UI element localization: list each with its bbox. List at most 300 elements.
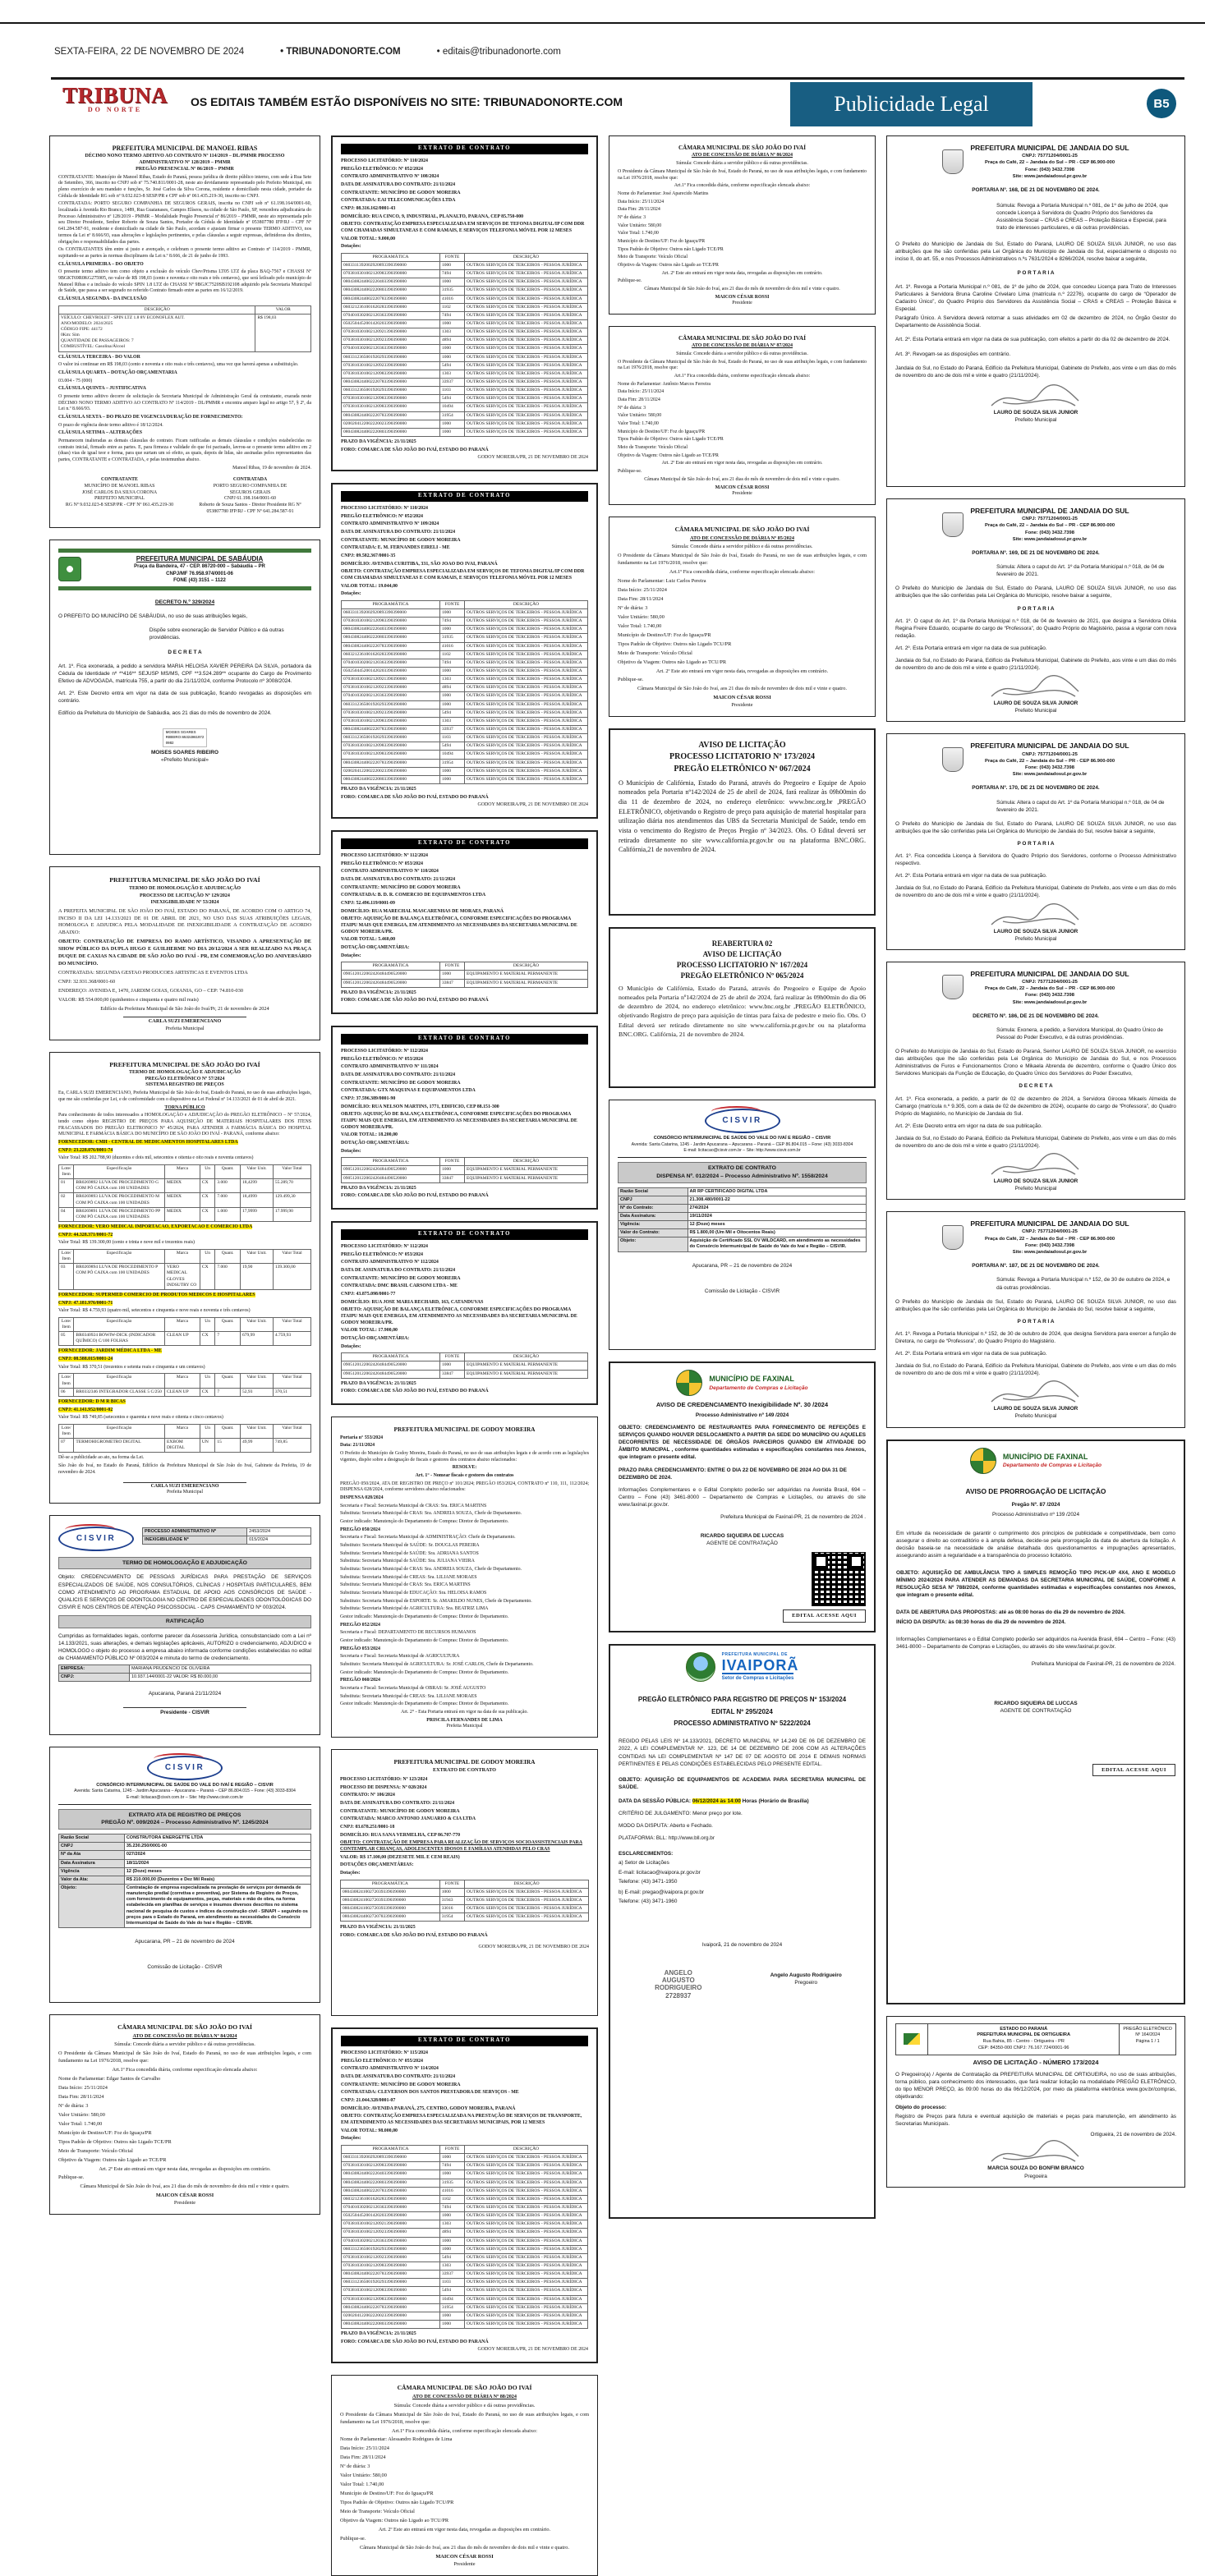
table-cell: 0704010302002120363390390000	[342, 2204, 440, 2212]
logo-cisvirFull	[58, 1782, 311, 1805]
table-cell: 7.000	[215, 1264, 241, 1290]
table-cell: OUTROS SERVIÇOS DE TERCEIROS - PESSOA JURÍDICA	[465, 609, 588, 618]
info-label: PROCESSO ADMINISTRATIVO Nº	[143, 1527, 247, 1536]
table-header-cell: Especificação	[74, 1424, 165, 1438]
text-line: a) Setor de Licitações	[619, 1860, 669, 1867]
table-cell: 52,93	[241, 1388, 274, 1396]
field-line: Portaria n° 553/2024	[340, 1435, 384, 1440]
table-row	[59, 1439, 311, 1453]
table-row	[342, 2179, 588, 2187]
notice-camara-diaria-88	[331, 2375, 598, 2575]
text-line: CONTRATADA: SEGUNDA GESTAO PRODUCOES ARTISTICAS E EVENTOS LTDA	[58, 970, 248, 976]
field-line: DATA DE ASSINATURA DO CONTRATO: 21/11/2024	[341, 529, 456, 535]
text-line: São João do Ivaí, no Estado do Paraná, Edifício da Prefeitura Municipal de São João do Ivaí, Gabinete da Prefeita, 19 de novembro de 2024.	[58, 1463, 311, 1475]
table-cell: 5494	[440, 361, 465, 370]
table-cell: 31954	[440, 759, 465, 767]
table-row	[59, 1388, 311, 1396]
notice-subtitle: DECRETO N.º 329/2024	[154, 599, 215, 605]
table-row	[342, 328, 588, 337]
table-cell: 0703810301002120921390390000	[342, 2220, 440, 2229]
table-cell: OUTROS SERVIÇOS DE TERCEIROS - PESSOA JURÍDICA	[465, 2229, 588, 2237]
info-label: Data Assinatura	[59, 1859, 125, 1867]
table-row	[342, 2245, 588, 2253]
table-row	[59, 1264, 311, 1290]
info-label: EMPRESA:	[59, 1665, 130, 1673]
table-row	[342, 428, 588, 436]
table-row	[342, 2303, 588, 2312]
table-row	[342, 676, 588, 684]
notice-title: PREFEITURA MUNICIPAL DE GODOY MOREIRA	[393, 1426, 536, 1433]
table-row	[59, 1179, 311, 1193]
text-line: Art. 2° - Esta Portaria entrará em vigor na data de sua publicação.	[401, 1710, 528, 1715]
signature-block	[895, 903, 1176, 943]
table-cell: 0804308244002220783390390000	[342, 759, 440, 767]
field-line: ESCLARECIMENTOS:	[619, 1851, 674, 1857]
table-cell: CX	[200, 1332, 214, 1346]
field-line: PRAZO PARA CREDENCIAMENTO: ENTRE O DIA 22 DE NOVEMBRO DE 2024 AO DIA 31 DE DEZEMBRO DE 2024.	[619, 1467, 847, 1481]
notice-ivaipora-pregao-153	[609, 1644, 876, 2219]
table-header-cell: FONTE	[440, 962, 465, 971]
table-header-cell: PROGRAMÁTICA	[342, 1158, 440, 1166]
text-line: O Prefeito do Município de Jandaia do Sul, Estado do Paraná, LAURO DE SOUZA SILVA JUNIOR, no uso das atribuições que lhe são conferidas pela Lei Orgânica do Município de Jandaia do Sul, resolve baixar a seguinte,	[895, 820, 1176, 834]
table-cell: 0703810301002120983390390000	[342, 2295, 440, 2303]
notice-cisvir-extrato-dispensa	[609, 1100, 876, 1350]
field-line: CONTRATADA: CLEVERSON DOS SANTOS PRESTADORA DE SERVIÇOS - ME	[341, 2090, 519, 2096]
table-cell: OUTROS SERVIÇOS DE TERCEIROS - PESSOA JURÍDICA	[465, 618, 588, 626]
table-header-cell: Quant.	[215, 1317, 241, 1331]
signatory-name: LAURO DE SOUZA SILVA JUNIOR	[993, 409, 1079, 416]
table-cell: 0703810301002120983390390000	[342, 370, 440, 378]
table-cell: CX	[200, 1193, 214, 1207]
table-cell: 0603312365001920293390390000	[342, 2279, 440, 2287]
field-line: FORO: COMARCA DE SÃO JOÃO DO IVAÍ, ESTADO DO PARANÁ	[341, 2339, 489, 2344]
info-row	[619, 1204, 867, 1212]
field-line: CNPJ: 03.678.251/0001-18	[340, 1824, 395, 1830]
table-cell: OUTROS SERVIÇOS DE TERCEIROS - PESSOA JURÍDICA	[465, 2253, 588, 2261]
field-line: CONTRATANTE: MUNICÍPIO DE GODOY MOREIRA	[341, 1275, 461, 1281]
city-crest-icon	[942, 1225, 964, 1250]
highlight-mark: CNPJ: 23.228.076/0001-74	[58, 1147, 113, 1153]
table-cell: OUTROS SERVIÇOS DE TERCEIROS - PESSOA JURÍDICA	[464, 1905, 588, 1913]
text-line: Valor Unitário: 580,00	[618, 223, 662, 228]
info-value: 35.230.250/0001-00	[124, 1843, 310, 1851]
table-cell: 0603212361001620283390390000	[342, 2195, 440, 2203]
table-cell: MEDIX	[164, 1193, 200, 1207]
org-address-line: Fone: (043) 3432.7398	[1025, 530, 1074, 535]
table-cell: 139.300,00	[273, 1264, 310, 1290]
text-line: CRITÉRIO DE JULGAMENTO: Menor preço por lote.	[619, 1811, 743, 1817]
text-line: Registro de Preços para futura e eventual aquisição de materiais e peças para manutenção, em atendimento às Secretarias Municipais.	[895, 2114, 1176, 2128]
text-line: Nome do Parlamentar: Luiz Carlos Pereira	[618, 578, 706, 585]
header-meta-line: PREGÃO ELETRÔNICO	[1123, 2026, 1172, 2032]
text-line: Dispõe sobre exoneração de Servidor Público e dá outras providências.	[149, 627, 284, 641]
table-cell: 1000	[440, 767, 465, 775]
text-line: Valor Total: 1.740,00	[340, 2482, 384, 2488]
text-line: Substituta: Secretaria Municipal de CREAS: Sra. LILIANE MORAES	[340, 1574, 477, 1580]
table-cell: OUTROS SERVIÇOS DE TERCEIROS - PESSOA JURÍDICA	[465, 684, 588, 692]
logo-jandaia	[895, 506, 1176, 543]
info-label: Razão Social	[619, 1187, 688, 1196]
table-row	[342, 2170, 588, 2179]
table-row	[342, 361, 588, 370]
text-line: Manoel Ribas, 19 de novembro de 2024.	[232, 465, 311, 471]
table-header-cell: Valor Total	[273, 1317, 310, 1331]
table-cell: 5494	[440, 742, 465, 751]
text-line: Jandaia do Sul, no Estado do Paraná, Edifício da Prefeitura Municipal, Gabinete do Prefeito, aos vinte e um dias do mês de novembro do ano de dois mil e vinte e quatro (21/11/2024).	[895, 1135, 1176, 1149]
notice-subtitle: EDITAL Nº 295/2024	[711, 1707, 773, 1715]
notice-subtitle: PROCESSO LICITATORIO Nº 173/2024	[669, 752, 815, 762]
notice-camara-diaria-86	[609, 135, 876, 315]
text-line: Substituta: Secretaria Municipal de CRAS: Sra. ANDREIA SOUZA, Chefe de Departamento.	[340, 1567, 522, 1573]
table-cell: OUTROS SERVIÇOS DE TERCEIROS - PESSOA JURÍDICA	[465, 361, 588, 370]
text-line: RESOLVE:	[452, 1465, 477, 1471]
text-line: Súmula: Revoga a Portaria Municipal n.º 081, de 1º de julho de 2024, que concede Licença à Servidora do Quadro Próprio dos Servidores da Assistência Social – CRAS e CREAS – Proteção Básica e Especial, para trato de interesses particulares, e dá outras providências.	[996, 203, 1169, 232]
field-line: DOTAÇÕES ORÇAMENTÁRIAS:	[340, 1862, 414, 1868]
signatory-name: PRISCILA FERNANDES DE LIMA	[426, 1717, 503, 1723]
faxinal-logo-icon	[676, 1370, 702, 1396]
info-label: Data Assinatura:	[619, 1212, 688, 1220]
text-line: Art. 2º Este ato entrará em vigor nesta data, revogadas as disposições em contrário.	[661, 461, 823, 466]
logo-jandaia	[895, 143, 1176, 180]
field-line: Data: 21/11/2024	[340, 1443, 375, 1449]
table-cell: 7	[215, 1332, 241, 1346]
table-cell: 5494	[440, 395, 465, 403]
table-header-cell: Lote/ Item	[59, 1250, 74, 1264]
text-line: Meio de Transporte: Veículo Oficial	[618, 650, 692, 656]
spacer	[619, 1907, 866, 1940]
table-cell: 1303	[440, 717, 465, 725]
table-cell: 1000	[440, 626, 465, 634]
table-cell: OUTROS SERVIÇOS DE TERCEIROS - PESSOA JURÍDICA	[465, 634, 588, 642]
table-row	[342, 700, 588, 709]
table-row	[342, 1370, 588, 1378]
text-line: Valor Unitário: 580,00	[618, 413, 662, 419]
table-cell: OUTROS SERVIÇOS DE TERCEIROS - PESSOA JURÍDICA	[465, 262, 588, 270]
text-line: Art. 2º. Este Decreto entra em vigor na data de sua publicação.	[895, 1123, 1042, 1129]
table-row	[342, 2204, 588, 2212]
notice-title: CÂMARA MUNICIPAL DE SÃO JOÃO DO IVAÍ	[678, 334, 807, 342]
field-line: PROCESSO LICITATÓRIO: Nº 115/2024	[341, 2050, 428, 2055]
table-cell: 0703810301002120923390390000	[342, 361, 440, 370]
notice-sjivai-pregao-57	[49, 1052, 320, 1504]
org-address-line: CNPJ: 75771204/0001-25	[1022, 1229, 1078, 1235]
table-row	[342, 668, 588, 676]
section-header-bar: RATIFICAÇÃO	[58, 1615, 311, 1628]
table-row	[341, 1896, 589, 1904]
table-header-cell: FONTE	[440, 253, 465, 261]
table-row	[342, 717, 588, 725]
text-line: Art. 1º. Fica concedida Licença à Servidora do Quadro Próprio dos Servidores, conforme o Processo Administrativo respectivo.	[895, 853, 1176, 867]
text-line: D E C R E T A	[1019, 1083, 1053, 1090]
text-line: O Prefeito do Município de Jandaia do Sul, Estado do Paraná, LAURO DE SOUZA SILVA JUNIOR, no uso das atribuições que lhe são conferidas pela Lei Orgânica do Município de Jandaia do Sul, resolve baixar a seguinte,	[895, 1298, 1176, 1312]
table-row	[342, 971, 588, 979]
field-line: CONTRATANTE: MUNICÍPIO DE GODOY MOREIRA	[341, 537, 461, 543]
table-cell: MEDIX	[164, 1179, 200, 1193]
table-header-cell: Valor Total	[273, 1164, 310, 1178]
signature-rule	[123, 1707, 246, 1708]
table-header-cell: Marca	[164, 1250, 200, 1264]
highlighted-line	[58, 1233, 311, 1239]
data-table	[341, 253, 588, 437]
field-line: CNPJ: 21.044.328/0001-07	[341, 2098, 396, 2104]
table-cell: VERO MEDICAL GLOVES INDSUTRY CO	[164, 1264, 200, 1290]
field-line: FORO: COMARCA DE SÃO JOÃO DO IVAÍ, ESTADO DO PARANÁ	[341, 794, 489, 800]
table-cell: 1000	[440, 700, 465, 709]
table-cell: 01	[59, 1179, 74, 1193]
info-table	[142, 1527, 311, 1545]
data-table	[341, 1352, 588, 1378]
org-address-line: Praça do Café, 22 – Jandaia do Sul – PR - CEP 86.900-000	[984, 758, 1115, 764]
table-header-cell: Valor Unit.	[241, 1250, 274, 1264]
table-header-cell: PROGRAMÁTICA	[342, 600, 440, 608]
text-line: PORTARIA Nº. 187, DE 21 DE NOVEMBRO DE 2024.	[972, 1263, 1100, 1270]
notice-subtitle: PROCESSO ADMINISTRATIVO Nº 5222/2024	[674, 1720, 811, 1728]
table-cell: 1000	[440, 692, 465, 700]
signatory-name: LAURO DE SOUZA SILVA JUNIOR	[993, 928, 1079, 934]
text-line: O Presidente da Câmara Municipal de São João do Ivaí, Estado do Paraná, no uso de suas atribuições legais, e com fundamento na Lei 1976/2018, resolve que:	[340, 2411, 589, 2425]
field-line: DATA DE ASSINATURA DO CONTRATO: 21/11/2024	[341, 181, 456, 187]
notice-title: PREFEITURA MUNICIPAL DE SÃO JOÃO DO IVAÍ	[109, 876, 260, 884]
table-cell: BR0332346 INTEGRADOR CLASSE 5 C/250	[74, 1388, 165, 1396]
field-line: CONTRATANTE: MUNICÍPIO DE GODOY MOREIRA	[340, 1808, 460, 1814]
field-line: DOMICÍLIO: RUA MARECHAL MASCARENHAS DE MORAES, PARANÁ	[341, 908, 504, 914]
table-cell: 1000	[440, 2321, 465, 2329]
org-address-line: Avenida: Santa Catarina, 1245 - Jardim Apucarana – Apucarana – Paraná – CEP 86.804.015 – Fone: (43) 3033-8304	[631, 1141, 853, 1147]
text-line: Edifício da Prefeitura Municipal de São João do Ivaí/Pr, 21 de novembro de 2024	[100, 1005, 269, 1012]
notice-title: CÂMARA MUNICIPAL DE SÃO JOÃO DO IVAÍ	[117, 2023, 252, 2031]
signature-stamp: MOISES SOARES RIBEIRO:65324961972 0982	[163, 728, 208, 747]
signature-block	[618, 295, 867, 307]
text-line: Data Fim: 28/11/2024	[618, 207, 660, 213]
table-cell: 0804308244002220403390390000	[342, 2170, 440, 2179]
text-line: Nº de diária: 3	[340, 2464, 370, 2470]
info-row	[59, 1665, 311, 1673]
signatory-role: AGENTE DE CONTRATAÇÃO	[1000, 1707, 1072, 1714]
text-line: Secretaria e Fiscal: Secretaria Municipal de CRAS: Sra. ERICA MARTINS	[340, 1503, 487, 1508]
field-line: PREGÃO ELETRÔNICO: Nº 052/2024	[341, 513, 423, 519]
table-cell: OUTROS SERVIÇOS DE TERCEIROS - PESSOA JURÍDICA	[464, 1913, 588, 1922]
field-line: CNPJ: 43.875.098/0001-77	[341, 1291, 396, 1297]
field-line: PRAZO DA VIGÊNCIA: 21/11/2025	[341, 2331, 416, 2337]
field-line: DATA DE ABERTURA DAS PROPOSTAS: até as 08:00 horas do dia 29 de novembro de 2024.	[896, 1609, 1125, 1616]
table-header-cell: Quant.	[215, 1164, 241, 1178]
table-cell: OUTROS SERVIÇOS DE TERCEIROS - PESSOA JURÍDICA	[465, 650, 588, 659]
table-cell: 1000	[440, 2245, 465, 2253]
field-line: Dotações:	[341, 1148, 361, 1154]
table-cell: 17.999,90	[273, 1207, 310, 1221]
text-line: b) E-mail: pregao@ivaipora.pr.gov.br	[619, 1889, 705, 1895]
text-line: Publique-se.	[618, 278, 642, 284]
signatory-role: Prefeito Municipal	[1014, 416, 1057, 423]
text-line: P O R T A R I A	[1017, 269, 1055, 276]
field-line: PREGÃO ELETRÔNICO: Nº 053/2024	[341, 861, 423, 866]
table-cell: OUTROS SERVIÇOS DE TERCEIROS - PESSOA JURÍDICA	[464, 1896, 588, 1904]
text-line: Prefeitura Municipal de Faxinal-PR, 21 de novembro de 2024 .	[720, 1514, 866, 1521]
table-cell: 0703810301002120923390390000	[342, 709, 440, 717]
table-cell: 33937	[440, 726, 465, 734]
text-line: Data Início: 25/11/2024	[618, 587, 667, 594]
text-line: VALOR: R$ 554.000,00 (quinhentos e cinquenta e quatro mil reais)	[58, 996, 199, 1003]
field-line: VALOR TOTAL: 17.900,00	[341, 1328, 398, 1334]
table-cell: 7494	[440, 659, 465, 667]
text-line: Art. 1º. Fica exonerada, a pedido, a partir de 02 de dezembro de 2024, a Servidora Girocea Mikaels Almeida de Camargo (matrícula n.º 9.305, com a data de 02 de dezembro de 2024), ocupante do cargo de “Professora”, do Quadro Próprio do Magistério, no Município de Jandaia do Sul.	[895, 1095, 1176, 1117]
table-cell: 1000	[440, 2237, 465, 2245]
table-row	[342, 2312, 588, 2320]
table-cell: 0703810301002120921390390000	[342, 676, 440, 684]
table-row	[342, 751, 588, 759]
text-line: Município de Destino/UF: Foz do Iguaçu/PR	[58, 2129, 152, 2136]
table-cell: OUTROS SERVIÇOS DE TERCEIROS - PESSOA JURÍDICA	[465, 2237, 588, 2245]
table-row	[59, 314, 311, 351]
table-cell: 31943	[439, 1896, 464, 1904]
table-cell: 04	[59, 1207, 74, 1221]
field-line: PREGÃO 053/2024	[340, 1646, 380, 1651]
notice-title: PREFEITURA MUNICIPAL DE MANOEL RIBAS	[112, 145, 258, 152]
table-cell: 0603312365001920293390390000	[342, 734, 440, 742]
text-line: D E C R E T A	[168, 649, 202, 655]
text-line: Parágrafo Único. A Servidora deverá retornar a suas atividades em 02 de dezembro de 2024, no Órgão Gestor do Departamento de Assistência Social.	[895, 315, 1176, 329]
table-cell: OUTROS SERVIÇOS DE TERCEIROS - PESSOA JURÍDICA	[465, 337, 588, 345]
field-line: CONTRATADA: EAI TELECOMUNICAÇÕES LTDA	[341, 198, 456, 204]
logo-sabaudia	[58, 549, 311, 590]
info-value: Aquisição de Certificado SSL OV WILDCARD, em atendimento as necessidades do Consórcio Intermunicipal de Saúde do Vale do Ivaí e Região – CISVIR.	[688, 1237, 866, 1251]
signature-block	[189, 477, 311, 515]
field-line: FORO: COMARCA DE SÃO JOÃO DO IVAÍ, ESTADO DO PARANÁ	[341, 1193, 489, 1199]
field-line: CONTRATO ADMINISTRATIVO Nº 110/2024	[341, 869, 439, 875]
info-value: 2453/2024	[247, 1527, 311, 1536]
notice-title: CÂMARA MUNICIPAL DE SÃO JOÃO DO IVAÍ	[674, 525, 810, 533]
text-line: O Presidente da Câmara Municipal de São João do Ivaí, Estado do Paraná, no uso de suas atribuições legais, e com fundamento na Lei 1976/2018, resolve que:	[58, 2050, 311, 2064]
table-cell: 10494	[440, 751, 465, 759]
field-line: CONTRATO: Nº 106/2024	[340, 1793, 395, 1798]
table-cell: OUTROS SERVIÇOS DE TERCEIROS - PESSOA JURÍDICA	[465, 2179, 588, 2187]
signature-block	[896, 1700, 1175, 1715]
field-line: VALOR TOTAL: 98.000,00	[341, 2128, 398, 2133]
table-cell: 05	[59, 1332, 74, 1346]
header-bar	[58, 549, 311, 553]
qr-code	[619, 1552, 866, 1622]
field-line: CLÁUSULA SEXTA – DO PRAZO DE VIGENCIA/DURAÇÃO DE FORNECIMENTO:	[58, 414, 243, 420]
signature-block	[895, 1153, 1176, 1192]
table-cell: OUTROS SERVIÇOS DE TERCEIROS - PESSOA JURÍDICA	[465, 751, 588, 759]
text-line: Substituta: Secretaria Municipal de CREAS: Sra. LILIANE MORAES	[340, 1693, 477, 1699]
text-line: Gestor indicado: Manutenção do Departamento de Compras: Diretor de Departamento.	[340, 1638, 509, 1644]
extrato-contrato-110	[331, 830, 598, 1014]
text-line: GODOY MOREIRA/PR, 21 DE NOVEMBRO DE 2024	[477, 802, 588, 808]
field-line: CONTRATO ADMINISTRATIVO Nº 114/2024	[341, 2066, 439, 2072]
signatory-name: RICARDO SIQUEIRA DE LUCCAS	[700, 1533, 784, 1540]
table-cell: 1102	[440, 650, 465, 659]
field-line: Dotações:	[341, 244, 361, 250]
table-header-cell: PROGRAMÁTICA	[342, 962, 440, 971]
edital-access-box: EDITAL ACESSE AQUI	[1092, 1764, 1175, 1776]
table-header-cell: Valor Unit.	[241, 1374, 274, 1388]
notice-subtitle: PROCESSO DE LICITAÇÃO Nº 129/2024	[140, 893, 230, 898]
org-name: PREFEITURA MUNICIPAL DE JANDAIA DO SUL	[970, 969, 1129, 978]
data-table	[341, 2145, 588, 2329]
table-cell: 0200204122002220023390390000	[342, 2312, 440, 2320]
text-line: O Prefeito do Município de Jandaia do Sul, Estado do Paraná, LAURO DE SOUZA SILVA JUNIOR, no uso das atribuições que lhe são conferidas pela Lei Orgânica do Município, resolve baixar a seguinte,	[895, 585, 1176, 599]
spacer	[896, 1715, 1175, 1764]
notice-camara-diaria-84	[49, 2014, 320, 2215]
org-address-line: CNPJ: 75771204/0001-25	[1022, 979, 1078, 985]
field-line: CLÁUSULA SETIMA – ALTERAÇÕES	[58, 430, 143, 436]
text-line: O Município de Califórnia, Estado do Paraná, através do Pregoeiro e Equipe de Apoio nomeados pela Portaria nº142/2024 de 25 de abril de 2024, fará realizar às 09h00min do dia 11 de dezembro de 2024, no endereço eletrônico: www.bnc.org.br ,PREGÃO ELETRÔNICO, objetivando o Registro de preço para aquisição de material hospitalar para utilização diária nos atendimentos das UBS da Secretaria Municipal de Saúde, tendo em vista o vencimento do Registro de Preços Pregão nº 34/2023. Obs. O Edital deverá ser retirado diretamente no site www.california.pr.gov.br ou na plataforma BNC.ORG. Califórnia,21 de novembro de 2024.	[619, 778, 866, 854]
table-cell: 1000	[440, 320, 465, 328]
table-header-cell: DESCRIÇÃO	[59, 305, 255, 314]
field-line: Dotações:	[341, 591, 361, 597]
table-cell: 0804308244002220783390390000	[342, 411, 440, 420]
signatory-name: LAURO DE SOUZA SILVA JUNIOR	[993, 1406, 1079, 1412]
city-crest-icon	[942, 512, 964, 537]
highlighted-line	[58, 1348, 311, 1355]
signature-block	[340, 2554, 589, 2569]
field-line: OBJETO: AQUISIÇÃO DE BALANÇA ELETRÔNICA, CONFORME ESPECIFICAÇÕES DO PROGRAMA ITAIPU MAIS QUE ENERGIA, EM ATENDIMENTO AS NECESSIDADES DA SECRETARIA MUNICIPAL DE GODOY MOREIRA/PR.	[341, 1112, 577, 1130]
table-header-cell: PROGRAMÁTICA	[342, 1353, 440, 1361]
logo-jandaia	[895, 1219, 1176, 1256]
field-line: PROCESSO LICITATÓRIO: Nº 112/2024	[341, 1048, 428, 1054]
text-line: Data Início: 25/11/2024	[618, 199, 665, 204]
info-value: 274/2024	[688, 1204, 866, 1212]
table-cell: 0603212361001620283390390000	[342, 650, 440, 659]
table-cell: OUTROS SERVIÇOS DE TERCEIROS - PESSOA JURÍDICA	[465, 2162, 588, 2170]
table-cell: OUTROS SERVIÇOS DE TERCEIROS - PESSOA JURÍDICA	[465, 287, 588, 295]
table-cell: 4894	[440, 684, 465, 692]
signatory-name: CARLA SUZI EMERENCIANO	[150, 1483, 219, 1489]
text-line: Jandaia do Sul, no Estado do Paraná, Edifício da Prefeitura Municipal, Gabinete do Prefeito, aos vinte e um dias do mês de novembro do ano de dois mil e vinte e quatro (21/11/2024).	[895, 1363, 1176, 1377]
table-cell: OUTROS SERVIÇOS DE TERCEIROS - PESSOA JURÍDICA	[465, 345, 588, 353]
table-cell: 1000	[439, 1888, 464, 1896]
data-table	[341, 1157, 588, 1182]
extrato-bar: EXTRATO DE CONTRATO	[341, 1034, 588, 1045]
field-line: OBJETO: AQUISIÇÃO DE BALANÇA ELETRÔNICA, CONFORME ESPECIFICAÇÕES DO PROGRAMA ITAIPU MAIS QUE ENERGIA, EM ATENDIMENTO AS NECESSIDADES DA SECRETARIA MUNICIPAL DE GODOY MOREIRA/PR.	[341, 1307, 577, 1325]
field-line: CNPJ: 52.496.119/0001-09	[341, 900, 395, 906]
table-cell: OUTROS SERVIÇOS DE TERCEIROS - PESSOA JURÍDICA	[465, 328, 588, 337]
table-row	[342, 395, 588, 403]
notice-subtitle: AVISO DE CREDENCIAMENTO Inexigibilidade Nº. 30 /2024	[655, 1401, 829, 1409]
org-subtitle: Departamento de Compras e Licitação	[709, 1384, 808, 1391]
field-line: DOMICÍLIO: RUA CINCO, 9, INDUSTRIAL, PLANALTO, PARANA, CEP 85.750-000	[341, 214, 524, 219]
org-address-line: Fone: (043) 3432.7398	[1025, 167, 1074, 172]
org-name: PREFEITURA MUNICIPAL DE JANDAIA DO SUL	[970, 742, 1129, 751]
ortigueira-logo-icon	[904, 2033, 920, 2045]
signatory-name: Angelo Augusto Rodrigueiro	[770, 1972, 842, 1978]
text-line: Substituta: Secretaria Municipal de CRAS: Sra. ERICA MARTINS	[340, 1582, 471, 1588]
highlighted-line	[58, 1407, 311, 1414]
table-cell: CX	[200, 1179, 214, 1193]
text-line: Art. 2º. Esta Portaria entrará em vigor na data de sua publicação, com efeitos a partir do dia 02 de dezembro de 2024.	[895, 337, 1171, 343]
field-line: INÍCIO DA DISPUTA: às 08:30 horas do dia 29 de novembro de 2024.	[896, 1619, 1066, 1625]
text-line: Apucarana, Paraná 21/11/2024	[148, 1691, 222, 1697]
field-line: CONTRATANTE: MUNICÍPIO DE GODOY MOREIRA	[341, 1080, 461, 1086]
text-line: Publique-se.	[618, 677, 644, 683]
text-line: Dê-se a publicidade ao ato, na forma da Lei.	[58, 1455, 145, 1461]
signature-block	[58, 1707, 311, 1716]
table-row	[342, 2187, 588, 2195]
table-header-cell: Un	[200, 1164, 214, 1178]
info-label: Valor do Contrato:	[619, 1229, 688, 1237]
text-line: Objetivo da Viagem: Outros não Ligado ao TCE/PR	[618, 262, 719, 268]
signatory-name: MARCIA SOUZA DO BONFIM BRANCO	[987, 2165, 1084, 2172]
info-row	[59, 1859, 311, 1867]
signatory-role: Pregoeiro	[794, 1980, 818, 1986]
table-header-cell: Lote/ Item	[59, 1424, 74, 1438]
table-cell: 0804308244002220783390390000	[342, 295, 440, 303]
signatory-name: Presidente - CISVIR	[160, 1710, 209, 1716]
table-cell: 0502504452001420203390390000	[342, 320, 440, 328]
text-line: Valor Total: 1.740,00	[618, 231, 659, 236]
signatory-role: Prefeita Municipal	[165, 1025, 205, 1031]
